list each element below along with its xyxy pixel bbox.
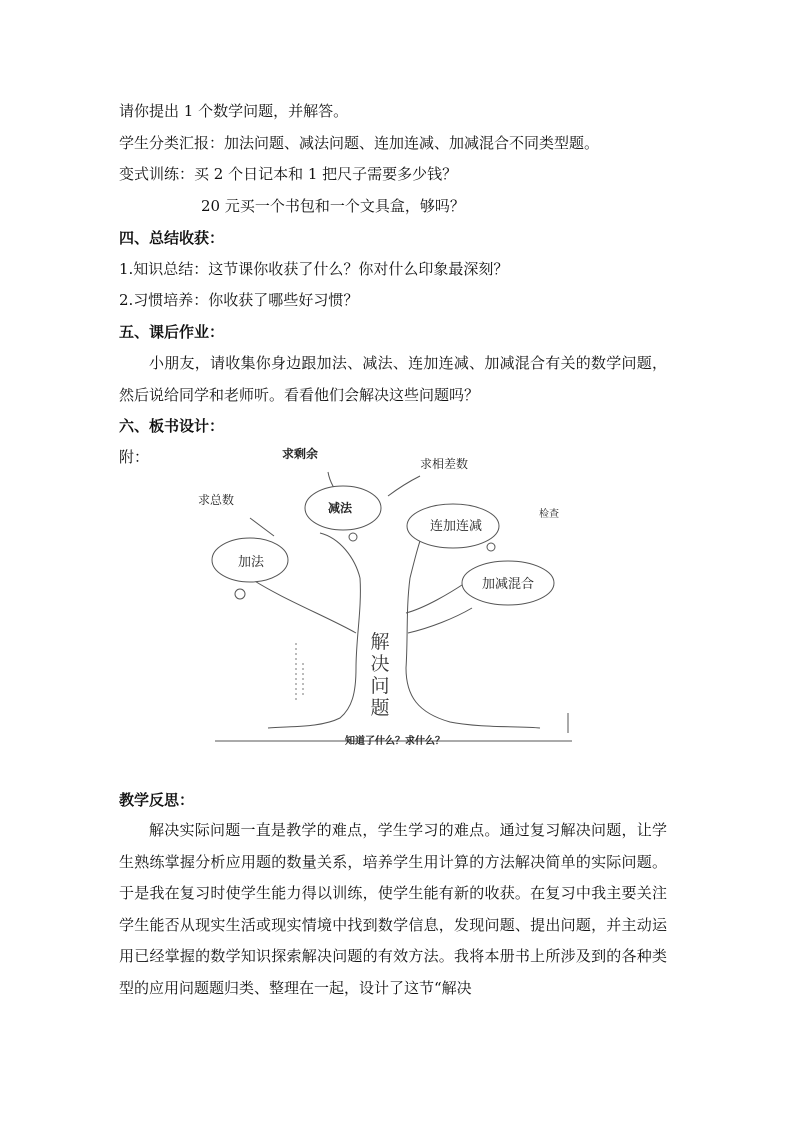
reflection-paragraph: 解决实际问题一直是教学的难点，学生学习的难点。通过复习解决问题，让学生熟练掌握分析应用题的数量关系，培养学生用计算的方法解决简单的实际问题。于是我在复习时使学生能力得以训练，使学生能有新的收获。在复习中我主要关注学生能否从现实生活或现实情境中找到数学信息，发现问题、提出问题，并主动运用已经掌握的数学知识探索解决问题的有效方法。我将本册书上所涉及到的各种类型的应用问题题归类、整理在一起，设计了这节“解决 <box>119 821 667 997</box>
cloud-sub-label: 减法 <box>328 501 353 515</box>
section-5-body <box>119 348 667 411</box>
section-6-heading: 六、板书设计： <box>119 417 225 435</box>
trunk-char-4: 题 <box>370 697 390 719</box>
section-4-item-1: 1.知识总结：这节课你收获了什么？你对什么印象最深刻？ <box>119 260 509 278</box>
trunk-char-2: 决 <box>370 653 390 675</box>
text-line-3: 变式训练：买 2 个日记本和 1 把尺子需要多少钱？ <box>119 165 458 183</box>
label-total: 求总数 <box>198 493 235 507</box>
label-diff: 求相差数 <box>420 457 469 471</box>
section-5-heading: 五、课后作业： <box>119 323 225 341</box>
section-4-heading: 四、总结收获： <box>119 229 225 247</box>
text-line-1: 请你提出 1 个数学问题，并解答。 <box>119 102 349 120</box>
trunk-char-3: 问 <box>370 675 390 697</box>
trunk-char-1: 解 <box>370 631 390 653</box>
cloud-add-label: 加法 <box>238 555 265 570</box>
section-5-paragraph: 小朋友，请收集你身边跟加法、减法、连加连减、加减混合有关的数学问题，然后说给同学和老师听。看看他们会解决这些问题吗？ <box>119 354 667 404</box>
cloud-consec-label: 连加连减 <box>430 519 483 534</box>
cloud-mixed-label: 加减混合 <box>482 577 535 592</box>
label-remain: 求剩余 <box>282 447 319 461</box>
reflection-body <box>119 815 667 1004</box>
text-line-4: 20 元买一个书包和一个文具盒，够吗？ <box>201 197 465 215</box>
board-design-tree <box>198 438 580 753</box>
label-check: 检查 <box>539 509 559 520</box>
board-footer: 知道了什么？求什么？ <box>345 736 445 747</box>
reflection-heading: 教学反思： <box>119 791 195 809</box>
section-4-item-2: 2.习惯培养：你收获了哪些好习惯？ <box>119 291 359 309</box>
text-line-2: 学生分类汇报：加法问题、减法问题、连加连减、加减混合不同类型题。 <box>119 134 600 152</box>
attach-label: 附： <box>119 448 150 466</box>
